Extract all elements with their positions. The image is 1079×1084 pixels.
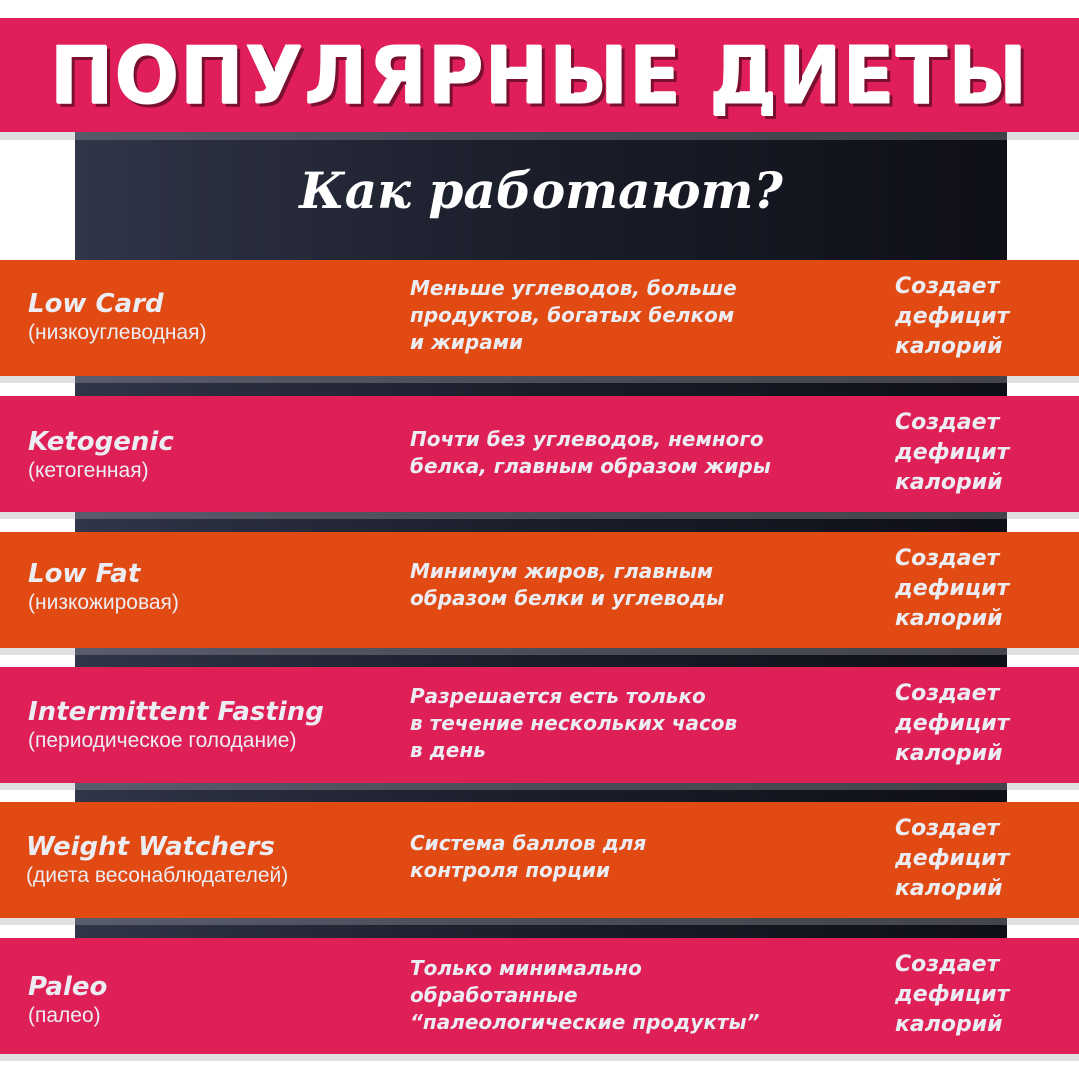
effect-line: Создает [895, 681, 1000, 706]
effect-line: калорий [895, 334, 1003, 359]
description-line: в день [410, 738, 486, 762]
diet-description [410, 830, 850, 884]
diet-name: Low Card [28, 289, 164, 319]
diet-name-ru: (низкоуглеводная) [28, 321, 207, 344]
diet-name-cell [28, 558, 179, 616]
effect-line: Создает [895, 546, 1000, 571]
diet-name: Intermittent Fasting [28, 697, 324, 727]
effect-line: калорий [895, 876, 1003, 901]
description-line: Только минимально [410, 956, 642, 980]
diet-row-weight-watchers [0, 802, 1079, 918]
effect-line: дефицит [895, 982, 1010, 1007]
effect-line: дефицит [895, 846, 1010, 871]
diet-row-low-fat [0, 532, 1079, 648]
description-line: в течение нескольких часов [410, 711, 738, 735]
description-line: Минимум жиров, главным [410, 559, 714, 583]
diet-effect [895, 814, 1009, 904]
diet-name-ru: (палео) [28, 1004, 101, 1027]
description-line: обработанные [410, 983, 578, 1007]
diet-effect [895, 272, 1009, 362]
description-line: контроля порции [410, 858, 610, 882]
diet-name-cell [26, 831, 288, 889]
effect-line: Создает [895, 410, 1000, 435]
diet-name: Low Fat [28, 559, 141, 589]
effect-line: дефицит [895, 576, 1010, 601]
diet-name-cell [28, 971, 107, 1029]
diet-effect [895, 679, 1009, 769]
description-line: образом белки и углеводы [410, 586, 725, 610]
description-line: Разрешается есть только [410, 684, 706, 708]
effect-line: калорий [895, 470, 1003, 495]
description-line: и жирами [410, 330, 524, 354]
diet-description [410, 683, 850, 764]
effect-line: Создает [895, 952, 1000, 977]
diet-name-ru: (низкожировая) [28, 591, 179, 614]
description-line: Меньше углеводов, больше [410, 276, 737, 300]
page-title: ПОПУЛЯРНЫЕ ДИЕТЫ [50, 28, 1029, 122]
description-line: Почти без углеводов, немного [410, 427, 764, 451]
effect-line: дефицит [895, 711, 1010, 736]
diet-name-cell [28, 696, 324, 754]
diet-name: Paleo [28, 972, 108, 1002]
diet-name: Ketogenic [28, 427, 174, 457]
diet-row-ketogenic [0, 396, 1079, 512]
diet-effect [895, 544, 1009, 634]
description-line: Система баллов для [410, 831, 647, 855]
description-line: белка, главным образом жиры [410, 454, 771, 478]
diet-name-cell [28, 288, 206, 346]
title-banner [0, 18, 1079, 132]
effect-line: Создает [895, 274, 1000, 299]
effect-line: дефицит [895, 440, 1010, 465]
effect-line: дефицит [895, 304, 1010, 329]
diet-description [410, 426, 850, 480]
diet-row-paleo [0, 938, 1079, 1054]
description-line: “палеологические продукты” [410, 1010, 760, 1034]
diet-name-ru: (периодическое голодание) [28, 729, 297, 752]
diet-name: Weight Watchers [26, 832, 275, 862]
description-line: продуктов, богатых белком [410, 303, 735, 327]
diet-name-ru: (диета весонаблюдателей) [26, 864, 289, 887]
diet-description [410, 558, 850, 612]
diet-name-cell [28, 426, 174, 484]
diet-row-low-carb [0, 260, 1079, 376]
page-subtitle: Как работают? [299, 160, 783, 220]
diet-description [410, 275, 850, 356]
effect-line: калорий [895, 741, 1003, 766]
effect-line: калорий [895, 1012, 1003, 1037]
effect-line: калорий [895, 606, 1003, 631]
diet-effect [895, 408, 1009, 498]
diet-row-intermittent-fasting [0, 667, 1079, 783]
effect-line: Создает [895, 816, 1000, 841]
diet-effect [895, 950, 1009, 1040]
diet-name-ru: (кетогенная) [28, 459, 149, 482]
diet-description [410, 955, 850, 1036]
